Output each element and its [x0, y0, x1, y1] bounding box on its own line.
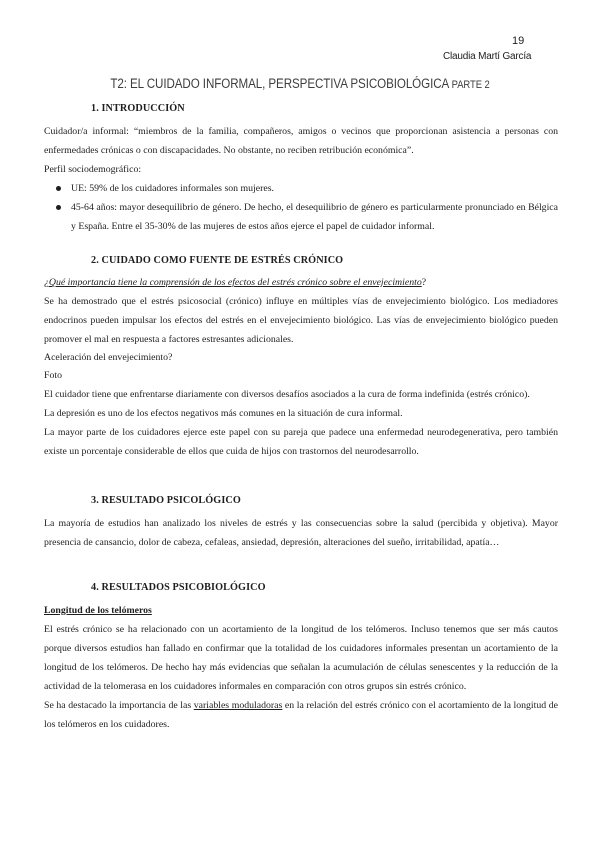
page-number: 19 [512, 35, 525, 47]
list-item: 45-64 años: mayor desequilibrio de género. De hecho, el desequilibrio de género es particularmente pronunciado en Bélgica y España. Entre el 35-30% de las mujeres de estos años ejerce el papel de cuidador informal. [44, 198, 558, 236]
bullet-icon [56, 205, 61, 210]
section-psicobiologico-body [44, 601, 558, 734]
line-aceleracion: Aceleración del envejecimiento? [44, 352, 173, 363]
profile-label: Perfil sociodemográfico: [44, 164, 142, 175]
paragraph-variables: Se ha destacado la importancia de las variables moduladoras en la relación del estrés crónico con el acortamiento de la longitud de los telómeros en los cuidadores. [44, 700, 558, 730]
bullet-icon [56, 186, 61, 191]
section-intro-body [44, 122, 558, 236]
question-line: ¿Qué importancia tiene la comprensión de los efectos del estrés crónico sobre el envejecimiento? [44, 277, 427, 288]
definition-paragraph: Cuidador/a informal: “miembros de la familia, compañeros, amigos o vecinos que proporcionan asistencia a personas con enfermedades crónicas o con discapacidades. No obstante, no reciben retribución económica”. [44, 126, 558, 156]
paragraph-telomeros: El estrés crónico se ha relacionado con un acortamiento de la longitud de los telómeros. Incluso tenemos que ser más cautos porque diversos estudios han fallado en confirmar que la totalidad de los cuidadores informales presentan un acortamiento de la longitud de los telómeros. De hecho hay más evidencias que señalan la acumulación de células senescentes y la reducción de la actividad de la telomerasa en los cuidadores informales en comparación con otros grupos sin estrés crónico. [44, 624, 558, 692]
section-heading-introduccion: 1. INTRODUCCIÓN [91, 103, 185, 114]
paragraph-desafios: El cuidador tiene que enfrentarse diariamente con diversos desafíos asociados a la cura de forma indefinida (estrés crónico). [44, 389, 530, 400]
list-item: UE: 59% de los cuidadores informales son mujeres. [44, 179, 558, 198]
section-heading-resultado-psicologico: 3. RESULTADO PSICOLÓGICO [91, 495, 241, 506]
paragraph-depresion: La depresión es uno de los efectos negativos más comunes en la situación de cura informal. [44, 408, 403, 419]
variables-moduladoras-link: variables moduladoras [193, 700, 283, 711]
line-foto: Foto [44, 370, 62, 381]
paragraph-pareja: La mayor parte de los cuidadores ejerce este papel con su pareja que padece una enfermedad neurodegenerativa, pero también existe un porcentaje considerable de ellos que cuida de hijos con trastornos del neurodesarrollo. [44, 427, 558, 457]
profile-bullet-list [44, 179, 558, 236]
paragraph-vias-envejecimiento: Se ha demostrado que el estrés psicosocial (crónico) influye en múltiples vías de envejecimiento biológico. Los mediadores endocrinos pueden impulsar los efectos del estrés en el envejecimiento biológico. Las vías de envejecimiento biológico pueden promover el mal en respuesta a factores estresantes adicionales. [44, 296, 558, 345]
section-estres-body [44, 273, 558, 461]
paragraph-estudios: La mayoría de estudios han analizado los niveles de estrés y las consecuencias sobre la salud (percibida y objetiva). Mayor presencia de cansancio, dolor de cabeza, cefaleas, ansiedad, depresión, alteraciones del sueño, irritabilidad, apatía… [44, 518, 558, 548]
author-name: Claudia Martí García [443, 51, 532, 62]
document-title [42, 76, 558, 91]
question-text: ¿Qué importancia tiene la comprensión de los efectos del estrés crónico sobre el envejecimiento [44, 277, 422, 288]
section-psicologico-body [44, 514, 558, 552]
title-suffix: PARTE 2 [451, 79, 490, 91]
section-heading-resultados-psicobiologico: 4. RESULTADOS PSICOBIOLÓGICO [91, 582, 266, 593]
title-main: T2: EL CUIDADO INFORMAL, PERSPECTIVA PSICOBIOLÓGICA [110, 76, 449, 91]
subheading-telomeros: Longitud de los telómeros [44, 605, 152, 616]
section-heading-cuidado-estres: 2. CUIDADO COMO FUENTE DE ESTRÉS CRÓNICO [91, 255, 344, 266]
